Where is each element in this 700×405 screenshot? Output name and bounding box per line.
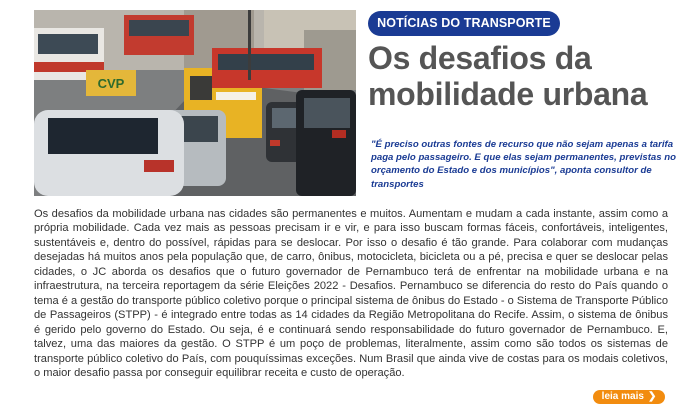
article-body: Os desafios da mobilidade urbana nas cidades são permanentes e muitos. Aumentam e mudam a cada instante, assim como a própria mobilidade. Cada vez mais as pessoas precisam ir e vir, e para isso buscam formas fáceis, confortáveis, inteligentes, sustentáveis e, dentro do possível, rápidas para se deslocar. Por isso o desafio é tão grande. Para colaborar com mudanças desejadas há muitos anos pela população que, de carro, ônibus, motocicleta, bicicleta ou a pé, precisa e quer se deslocar pelas cidades, o JC aborda os desafios que o futuro governador de Pernambuco terá de enfrentar na mobilidade urbana e na infraestrutura, na terceira reportagem da série Eleições 2022 - Desafios. Pernambuco se diferencia do resto do País quando o tema é a gestão do transporte público coletivo porque o principal sistema de ônibus do Estado - o Sistema de Transporte Público de Passageiros (STPP) - é integrado entre todas as 14 cidades da Região Metropolitana do Recife. Assim, o sistema de ônibus é gerido pelo governo do Estado. Ou seja, é e continuará sendo responsabilidade do futuro governador de Pernambuco. E, talvez, uma das maiores da gestão. O STPP é um poço de problemas, literalmente, assim como são todos os sistemas de transporte público coletivo do País, com pouquíssimas exceções. Num Brasil que ainda vive de costas para os modais coletivos, o maior desafio passa por conseguir equilibrar receita e custo de operação. [34, 208, 668, 379]
section-badge: NOTÍCIAS DO TRANSPORTE [368, 11, 560, 36]
chevron-right-icon: ❯ [647, 391, 657, 402]
read-more-button[interactable] [593, 390, 665, 404]
read-more-label: leia mais [601, 391, 644, 402]
photo-sign-text: CVP [97, 76, 125, 91]
article-quote: "É preciso outras fontes de recurso que não sejam apenas a tarifa paga pelo passageiro. E que elas sejam permanentes, previstas no orçamento do Estado e dos municípios", aponta consultor de transportes [371, 139, 676, 190]
article-photo [34, 10, 356, 196]
article-title: Os desafios da mobilidade urbana [368, 40, 648, 112]
